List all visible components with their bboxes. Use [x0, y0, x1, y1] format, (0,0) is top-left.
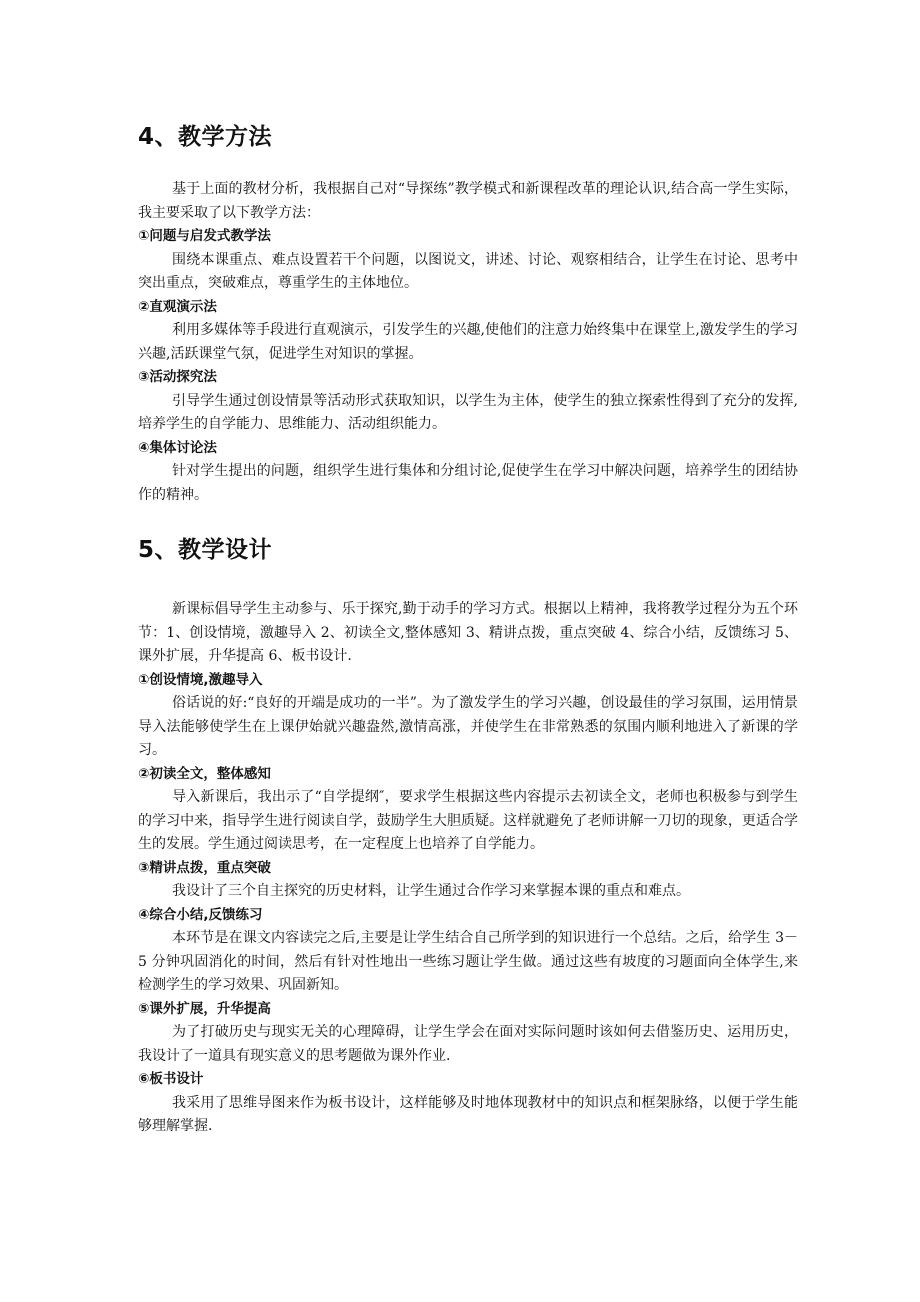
- design-step-heading-6: ⑥板书设计: [138, 1071, 204, 1087]
- method-heading-1: ①问题与启发式教学法: [138, 228, 271, 244]
- document-page: [138, 0, 798, 1139]
- design-step-heading-1: ①创设情境,激趣导入: [138, 671, 263, 688]
- method-text-3: 引导学生通过创设情景等活动形式获取知识，以学生为主体，使学生的独立探索性得到了充分的发挥,培养学生的自学能力、思维能力、活动组织能力。: [138, 392, 798, 432]
- design-step-heading-3: ③精讲点拨，重点突破: [138, 859, 271, 876]
- design-step-heading-5: ⑤课外扩展，升华提高: [138, 1000, 271, 1017]
- method-text-4: 针对学生提出的问题，组织学生进行集体和分组讨论,促使学生在学习中解决问题，培养学生的团结协作的精神。: [138, 463, 798, 503]
- section-teaching-methods: [138, 122, 798, 507]
- design-step-text-1: 俗话说的好:“良好的开端是成功的一半”。为了激发学生的学习兴趣，创设最佳的学习氛围，运用情景导入法能够使学生在上课伊始就兴趣盎然,激情高涨，并使学生在非常熟悉的氛围内顺利地进入了新课的学习。: [138, 695, 798, 758]
- design-step-text-3: 我设计了三个自主探究的历史材料，让学生通过合作学习来掌握本课的重点和难点。: [172, 883, 690, 899]
- section-intro: 新课标倡导学生主动参与、乐于探究,勤于动手的学习方式。根据以上精神，我将教学过程分为五个环节：1、创设情境，激趣导入 2、初读全文,整体感知 3、精讲点拨，重点突破 4、综合小结，反馈练习 5、课外扩展，升华提高 6、板书设计.: [138, 601, 798, 664]
- method-text-1: 围绕本课重点、难点设置若干个问题，以图说文，讲述、讨论、观察相结合，让学生在讨论、思考中突出重点，突破难点，尊重学生的主体地位。: [138, 251, 798, 291]
- design-step-text-6: 我采用了思维导图来作为板书设计，这样能够及时地体现教材中的知识点和框架脉络，以便于学生能够理解掌握.: [138, 1094, 798, 1134]
- design-step-text-2: 导入新课后，我出示了“自学提纲″，要求学生根据这些内容提示去初读全文，老师也积极参与到学生的学习中来，指导学生进行阅读自学，鼓励学生大胆质疑。这样就避免了老师讲解一刀切的现象，更适合学生的发展。学生通过阅读思考，在一定程度上也培养了自学能力。: [138, 789, 798, 852]
- method-heading-4: ④集体讨论法: [138, 439, 217, 456]
- design-step-heading-4: ④综合小结,反馈练习: [138, 906, 263, 923]
- method-text-2: 利用多媒体等手段进行直观演示，引发学生的兴趣,使他们的注意力始终集中在课堂上,激发学生的学习兴趣,活跃课堂气氛，促进学生对知识的掌握。: [138, 322, 798, 362]
- design-step-text-5: 为了打破历史与现实无关的心理障碍，让学生学会在面对实际问题时该如何去借鉴历史、运用历史，我设计了一道具有现实意义的思考题做为课外作业.: [138, 1024, 798, 1064]
- section-title: 4、教学方法: [138, 124, 273, 150]
- section-teaching-design: [138, 535, 798, 1139]
- section-intro: 基于上面的教材分析，我根据自己对“导探练”教学模式和新课程改革的理论认识,结合高一学生实际，我主要采取了以下教学方法：: [138, 181, 798, 221]
- section-title: 5、教学设计: [138, 537, 273, 563]
- design-step-heading-2: ②初读全文，整体感知: [138, 765, 271, 782]
- method-heading-3: ③活动探究法: [138, 369, 217, 385]
- design-step-text-4: 本环节是在课文内容读完之后,主要是让学生结合自己所学到的知识进行一个总结。之后，给学生 3－5 分钟巩固消化的时间，然后有针对性地出一些练习题让学生做。通过这些有坡度的习题面向全体学生,来检测学生的学习效果、巩固新知。: [138, 930, 798, 993]
- method-heading-2: ②直观演示法: [138, 298, 217, 315]
